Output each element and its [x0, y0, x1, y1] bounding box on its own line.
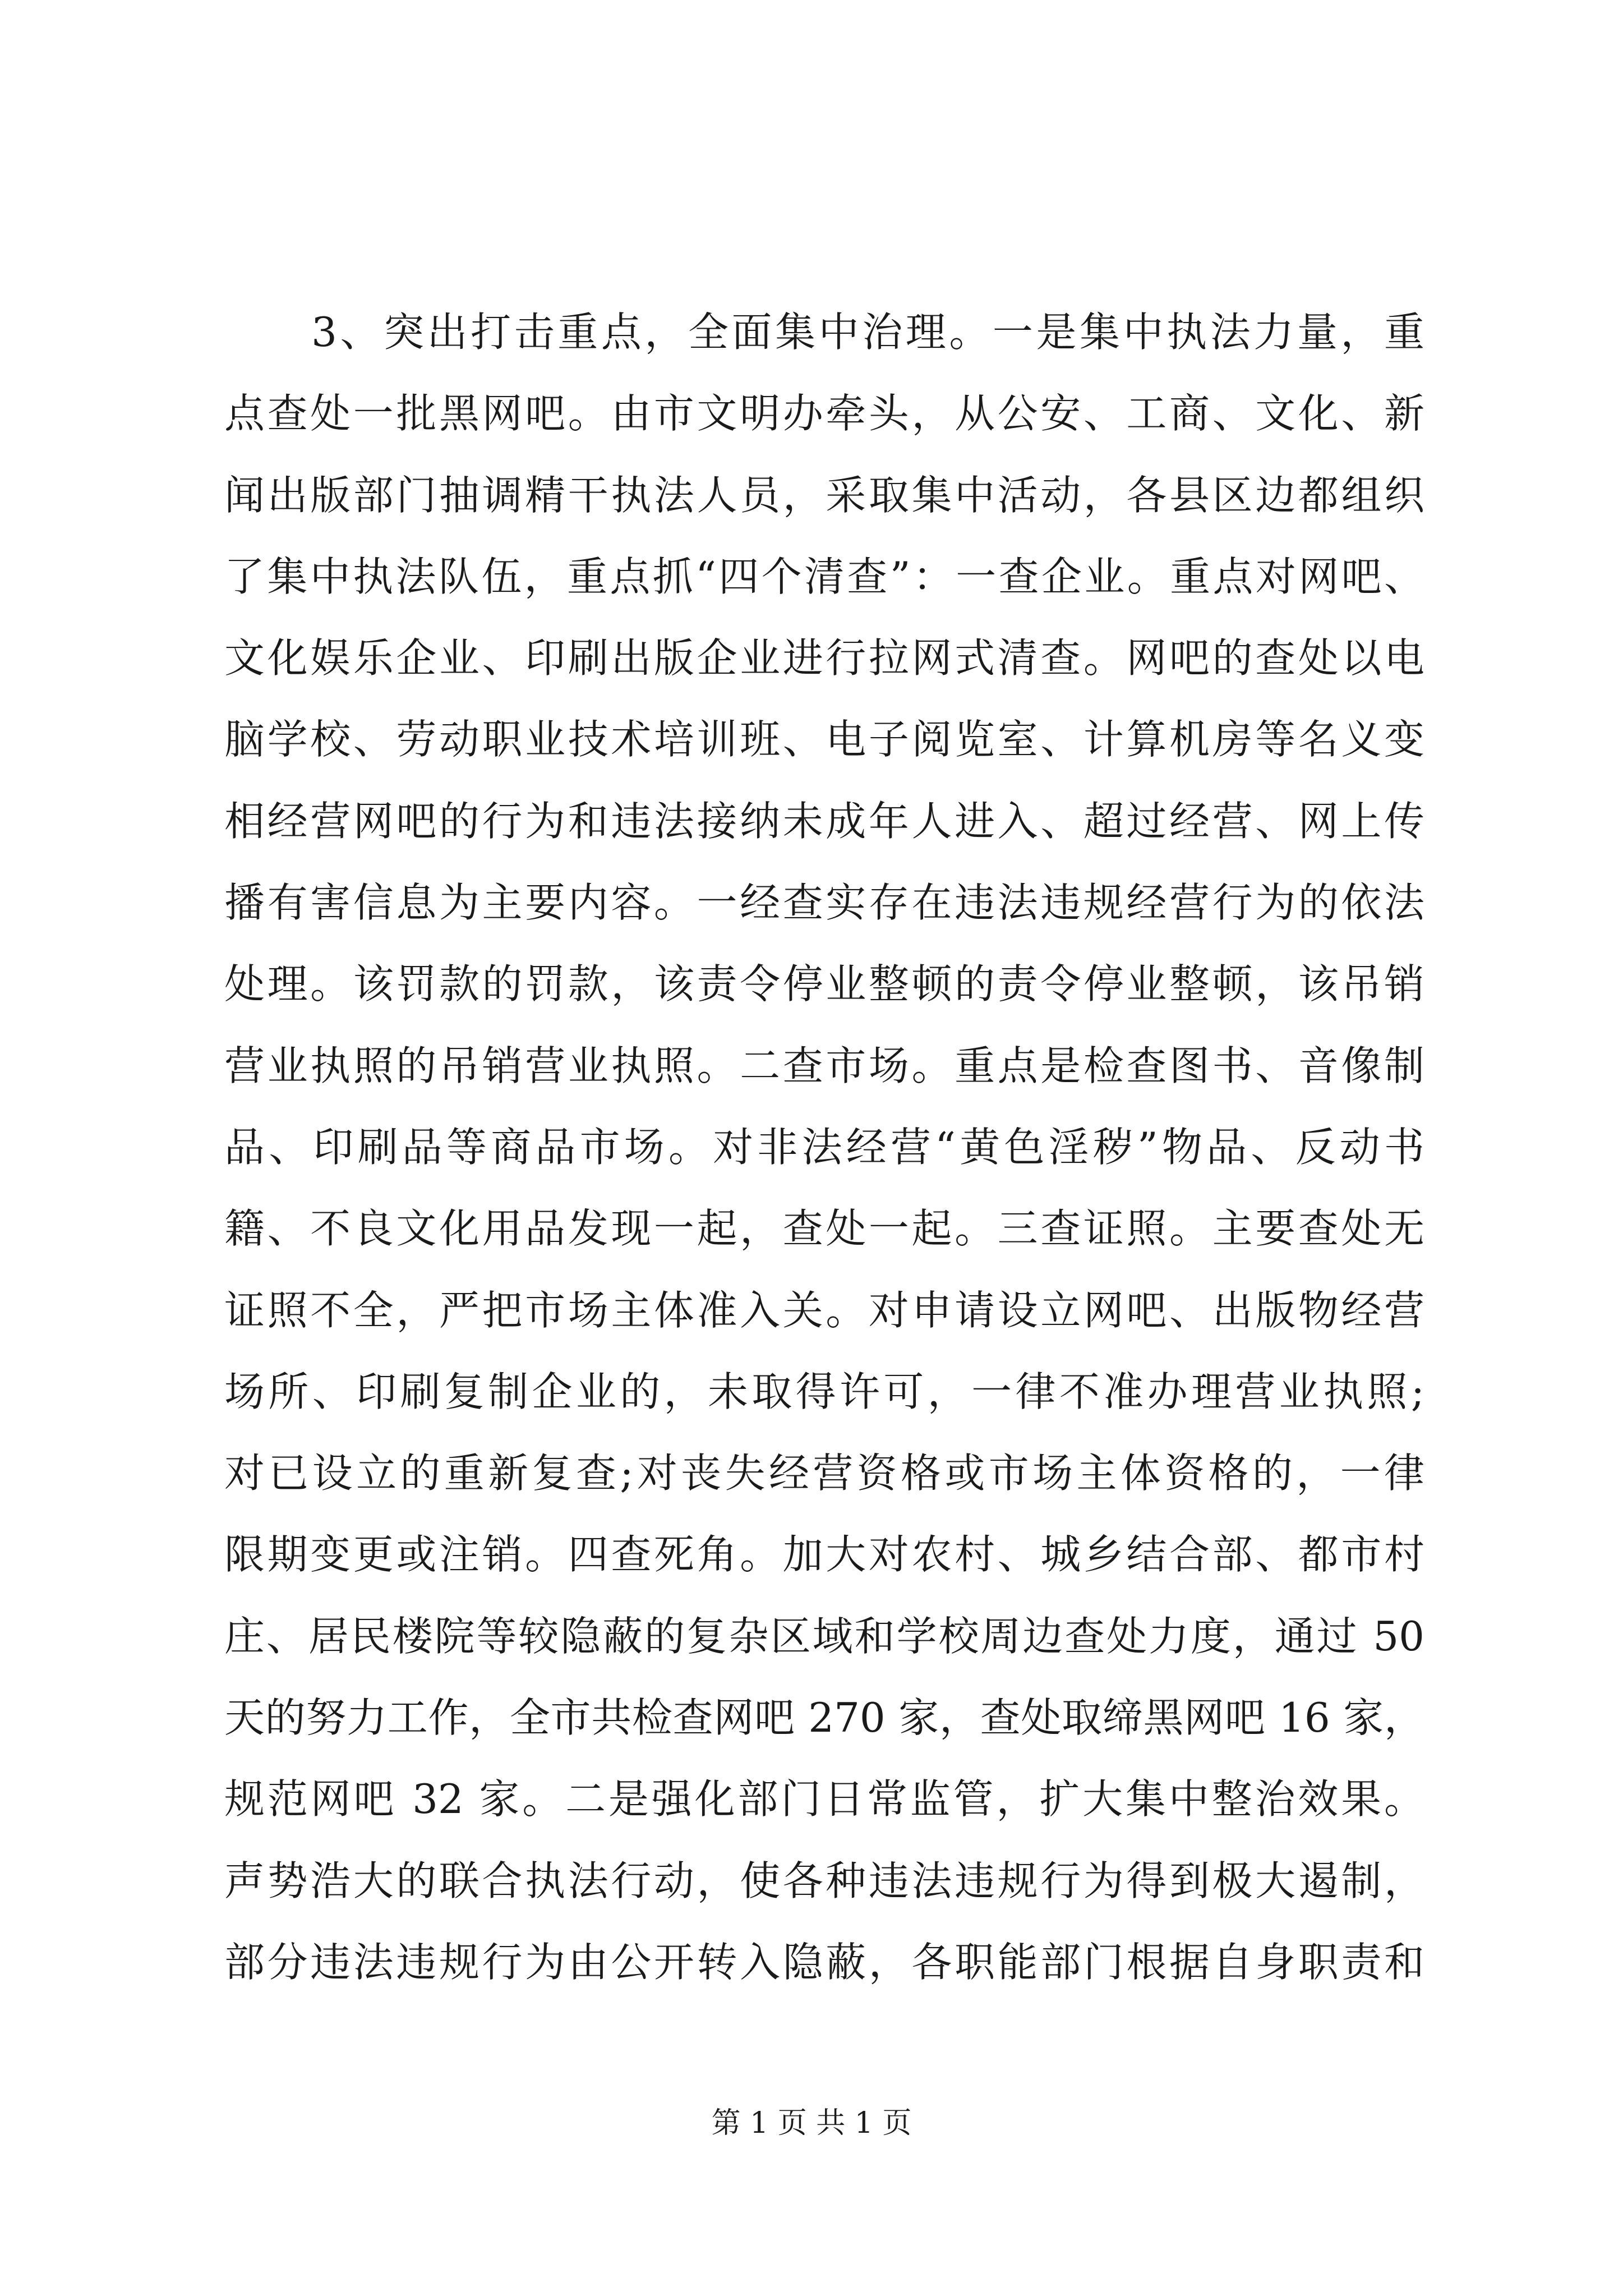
text-line: 规范网吧 32 家。二是强化部门日常监管，扩大集中整治效果。	[224, 1775, 1424, 1823]
text-line: 对已设立的重新复查;对丧失经营资格或市场主体资格的，一律	[224, 1450, 1424, 1497]
text-line: 播有害信息为主要内容。一经查实存在违法违规经营行为的依法	[224, 879, 1424, 927]
text-line: 籍、不良文化用品发现一起，查处一起。三查证照。主要查处无	[224, 1205, 1424, 1253]
text-line: 处理。该罚款的罚款，该责令停业整顿的责令停业整顿，该吊销	[224, 960, 1424, 1008]
text-line: 文化娱乐企业、印刷出版企业进行拉网式清查。网吧的查处以电	[224, 634, 1424, 682]
text-line: 相经营网吧的行为和违法接纳未成年人进入、超过经营、网上传	[224, 797, 1424, 845]
text-line: 点查处一批黑网吧。由市文明办牵头，从公安、工商、文化、新	[224, 390, 1424, 438]
body-paragraph	[224, 292, 1424, 2003]
text-line: 品、印刷品等商品市场。对非法经营“黄色淫秽”物品、反动书	[224, 1123, 1424, 1171]
text-line: 庄、居民楼院等较隐蔽的复杂区域和学校周边查处力度，通过 50	[224, 1612, 1424, 1660]
text-line: 证照不全，严把市场主体准入关。对申请设立网吧、出版物经营	[224, 1286, 1424, 1334]
page-footer: 第 1 页 共 1 页	[711, 2106, 912, 2140]
text-line: 部分违法违规行为由公开转入隐蔽，各职能部门根据自身职责和	[224, 1938, 1424, 1986]
text-line: 闻出版部门抽调精干执法人员，采取集中活动，各县区边都组织	[224, 471, 1424, 519]
text-line: 场所、印刷复制企业的，未取得许可，一律不准办理营业执照;	[224, 1368, 1424, 1415]
text-line: 限期变更或注销。四查死角。加大对农村、城乡结合部、都市村	[224, 1531, 1424, 1579]
text-line: 3、突出打击重点，全面集中治理。一是集中执法力量，重	[224, 309, 1424, 356]
text-line: 天的努力工作，全市共检查网吧 270 家，查处取缔黑网吧 16 家，	[224, 1694, 1424, 1742]
text-line: 了集中执法队伍，重点抓“四个清查”：一查企业。重点对网吧、	[224, 553, 1424, 600]
text-line: 营业执照的吊销营业执照。二查市场。重点是检查图书、音像制	[224, 1042, 1424, 1089]
text-line: 脑学校、劳动职业技术培训班、电子阅览室、计算机房等名义变	[224, 716, 1424, 763]
text-line: 声势浩大的联合执法行动，使各种违法违规行为得到极大遏制，	[224, 1857, 1424, 1904]
